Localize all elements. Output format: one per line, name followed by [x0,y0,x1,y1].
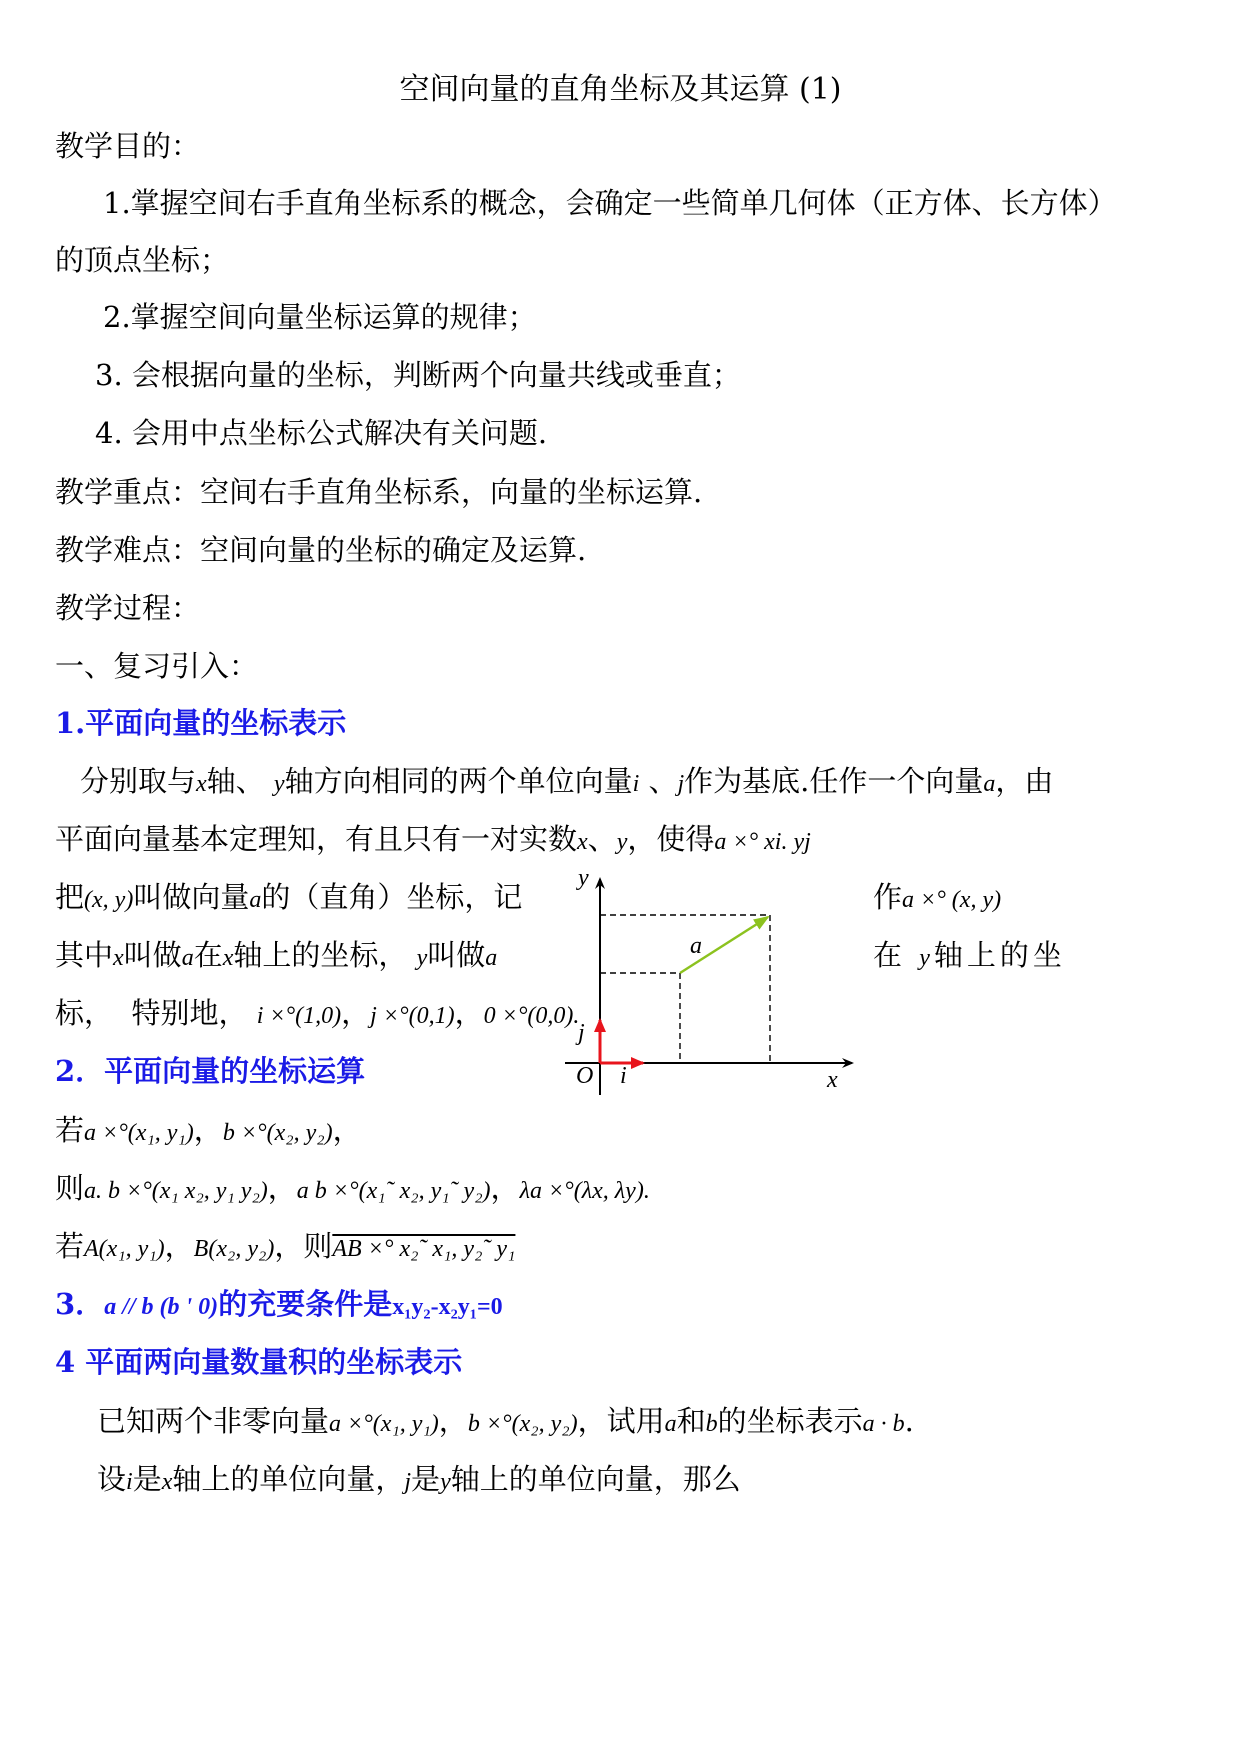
vector-a-label: a [690,933,702,959]
formula-given: 若a ×°(x₁, y₁)，b ×°(x₂, y₂)， [55,1113,362,1147]
objective-1-cont: 的顶点坐标； [55,243,230,277]
section-1-heading: 1.平面向量的坐标表示 [55,706,347,740]
coordinate-figure [560,865,860,1100]
formula-points: 若A(x₁, y₁)，B(x₂, y₂)，则AB ×° x₂˜ x₁, y₂˜ y₁ [55,1229,516,1263]
page-title: 空间向量的直角坐标及其运算 (1) [399,72,842,107]
objective-4: 4. 会用中点坐标公式解决有关问题. [95,416,548,450]
formula-operations: 则a. b ×°(x₁ x₂, y₁ y₂)，a b ×°(x₁˜ x₂, y₁˜ y₂)，λa ×°(λx, λy). [55,1171,650,1205]
section-4-heading: 4 平面两向量数量积的坐标表示 [55,1345,463,1379]
section-2-heading: 2．平面向量的坐标运算 [55,1054,366,1088]
paragraph-dot-product: 已知两个非零向量a ×°(x₁, y₁)，b ×°(x₂, y₂)，试用a和b的坐标表示a · b. [97,1404,914,1438]
paragraph-coordinates-right: 作a ×° (x, y) [873,880,1002,914]
y-axis-label: y [578,865,589,891]
paragraph-coordinates: 把(x, y)叫做向量a的（直角）坐标，记 [55,880,523,914]
objective-3: 3. 会根据向量的坐标，判断两个向量共线或垂直； [95,358,741,392]
objectives-heading: 教学目的： [55,129,201,163]
paragraph-theorem: 平面向量基本定理知，有且只有一对实数x、y，使得a ×° xi. yj [55,822,811,856]
origin-label: O [576,1063,594,1089]
process-heading: 教学过程： [55,591,201,625]
paragraph-unit-vectors: 设i是x轴上的单位向量，j是y轴上的单位向量，那么 [97,1462,741,1496]
difficulties: 教学难点：空间向量的坐标的确定及运算. [55,533,587,567]
objective-1: 1.掌握空间右手直角坐标系的概念，会确定一些简单几何体（正方体、长方体） [103,186,1117,220]
x-axis-label: x [827,1067,838,1093]
paragraph-components: 其中x叫做a在x轴上的坐标， y叫做a [55,938,498,972]
unit-i-label: i [620,1063,627,1089]
paragraph-special: 标， 特别地， i ×°(1,0)，j ×°(0,1)，0 ×°(0,0). [55,996,580,1030]
objective-2: 2.掌握空间向量坐标运算的规律； [103,300,537,334]
paragraph-basis: 分别取与x轴、 y轴方向相同的两个单位向量i 、j作为基底.任作一个向量a，由 [80,764,1054,798]
key-points: 教学重点：空间右手直角坐标系，向量的坐标运算. [55,475,703,509]
unit-j-label: j [578,1020,585,1046]
review-heading: 一、复习引入： [55,649,259,683]
paragraph-components-right: 在 y轴上的坐 [873,938,1066,972]
section-3-heading: 3．a // b (b ʹ 0)的充要条件是x₁y₂-x₂y₁=0 [55,1287,503,1321]
